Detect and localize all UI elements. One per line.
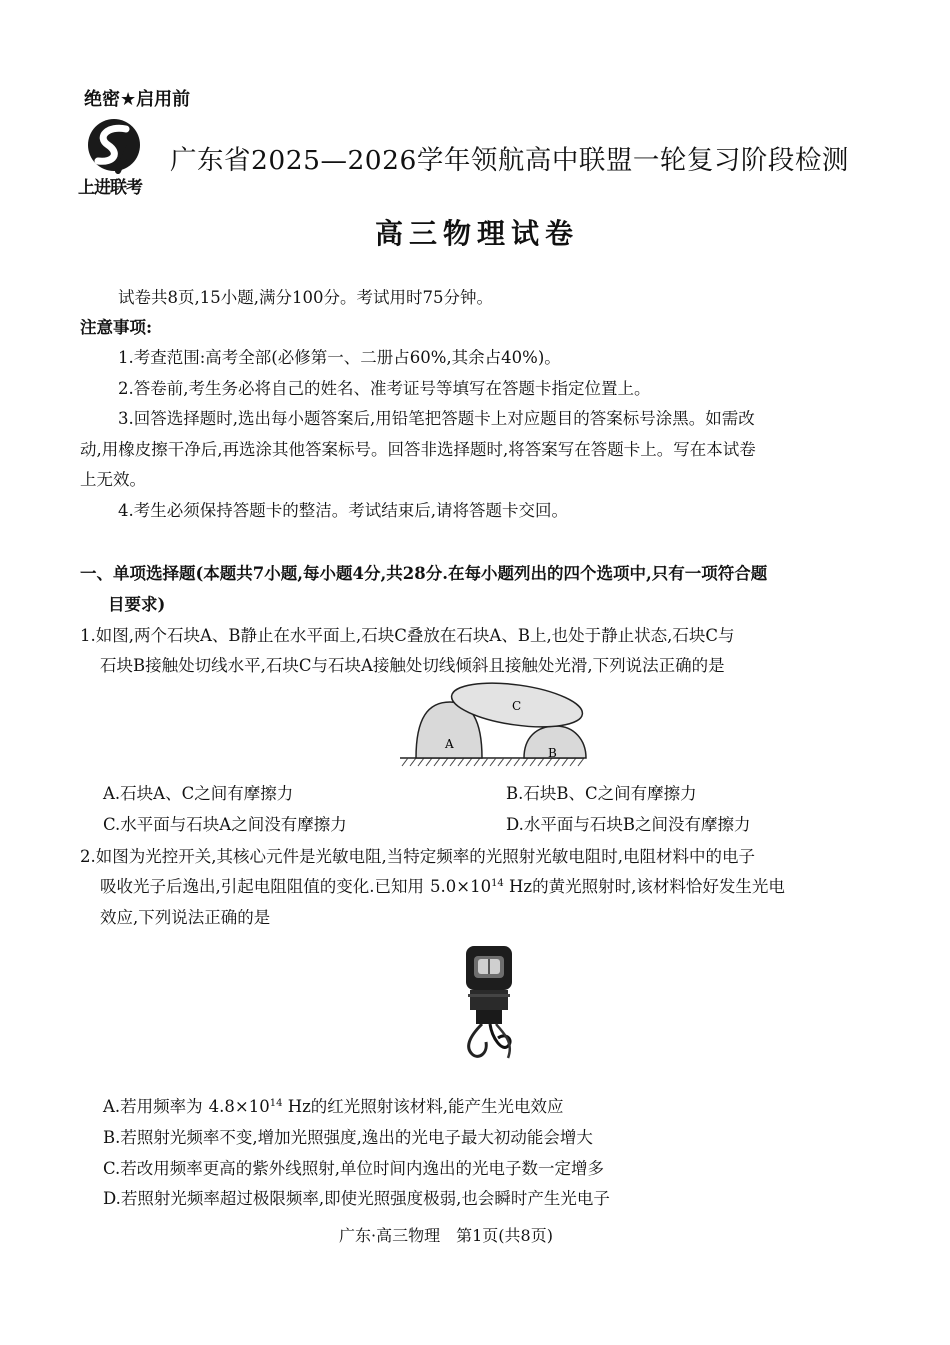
q2-option-a-value: 4.8×10 — [208, 1097, 270, 1116]
secret-label: 绝密★启用前 — [84, 89, 191, 110]
q2-stem-line2-rest: Hz的黄光照射时,该材料恰好发生光电 — [503, 877, 785, 896]
notice-3-line2: 动,用橡皮擦干净后,再选涂其他答案标号。回答非选择题时,将答案写在答题卡上。写在本试卷 — [80, 440, 756, 459]
exam-summary: 试卷共8页,15小题,满分100分。考试用时75分钟。 — [118, 288, 493, 307]
logo-text: 上进联考 — [78, 178, 142, 198]
notice-2: 2.答卷前,考生务必将自己的姓名、准考证号等填写在答题卡指定位置上。 — [118, 379, 651, 398]
q2-stem-line3: 效应,下列说法正确的是 — [100, 908, 271, 927]
notice-3-line1: 3.回答选择题时,选出每小题答案后,用铅笔把答题卡上对应题目的答案标号涂黑。如需改 — [118, 409, 755, 428]
q2-stem-line2-text: 吸收光子后逸出,引起电阻阻值的变化.已知用 — [100, 877, 424, 896]
footer-page-info: 第1页(共8页) — [456, 1226, 553, 1245]
notice-4: 4.考生必须保持答题卡的整洁。考试结束后,请将答题卡交回。 — [118, 501, 568, 520]
notice-heading: 注意事项: — [80, 318, 153, 337]
q2-option-b[interactable]: B.若照射光频率不变,增加光照强度,逸出的光电子最大初动能会增大 — [103, 1128, 593, 1147]
q1-stem-line2: 石块B接触处切线水平,石块C与石块A接触处切线倾斜且接触处光滑,下列说法正确的是 — [100, 656, 725, 675]
q2-frequency-value: 5.0×10 — [430, 877, 492, 896]
logo — [78, 115, 150, 197]
wire-1 — [469, 1024, 487, 1056]
q2-figure — [458, 942, 520, 1068]
q2-stem-line1: 2.如图为光控开关,其核心元件是光敏电阻,当特定频率的光照射光敏电阻时,电阻材料中的电子 — [80, 847, 755, 866]
q2-option-a-text: A.若用频率为 — [103, 1097, 203, 1116]
subject-title: 高三物理试卷 — [375, 217, 580, 250]
q2-option-a-rest: Hz的红光照射该材料,能产生光电效应 — [282, 1097, 564, 1116]
q2-option-a[interactable] — [103, 1093, 564, 1117]
q1-figure — [398, 678, 588, 770]
label-a: A — [445, 737, 454, 751]
footer-subject: 广东·高三物理 — [339, 1226, 441, 1245]
page-footer — [339, 1223, 553, 1246]
light-switch-photo — [458, 942, 520, 1068]
label-b: B — [548, 746, 557, 760]
q2-option-c[interactable]: C.若改用频率更高的紫外线照射,单位时间内逸出的光电子数一定增多 — [103, 1159, 605, 1178]
q2-option-d[interactable]: D.若照射光频率超过极限频率,即使光照强度极弱,也会瞬时产生光电子 — [103, 1189, 610, 1208]
exam-title: 广东省2025—2026学年领航高中联盟一轮复习阶段检测 — [170, 145, 849, 176]
q1-option-c[interactable]: C.水平面与石块A之间没有摩擦力 — [103, 815, 347, 834]
q2-frequency-exponent: 14 — [491, 878, 504, 889]
stones-diagram — [398, 678, 588, 770]
q1-stem-line1: 1.如图,两个石块A、B静止在水平面上,石块C叠放在石块A、B上,也处于静止状态,石块C与 — [80, 626, 735, 645]
switch-body — [470, 990, 508, 1010]
switch-base — [476, 1010, 502, 1024]
q2-option-a-exponent: 14 — [269, 1098, 283, 1109]
notice-3-line3: 上无效。 — [80, 470, 146, 489]
q1-option-a[interactable]: A.石块A、C之间有摩擦力 — [103, 784, 294, 803]
q1-option-b[interactable]: B.石块B、C之间有摩擦力 — [506, 784, 697, 803]
notice-1: 1.考查范围:高考全部(必修第一、二册占60%,其余占40%)。 — [118, 348, 561, 367]
q2-stem-line2 — [100, 873, 785, 897]
section-heading-line2: 目要求) — [108, 595, 166, 614]
label-c: C — [512, 699, 522, 713]
q1-option-d[interactable]: D.水平面与石块B之间没有摩擦力 — [506, 815, 751, 834]
section-heading-line1: 一、单项选择题(本题共7小题,每小题4分,共28分.在每小题列出的四个选项中,只有一项符合题 — [80, 564, 768, 583]
